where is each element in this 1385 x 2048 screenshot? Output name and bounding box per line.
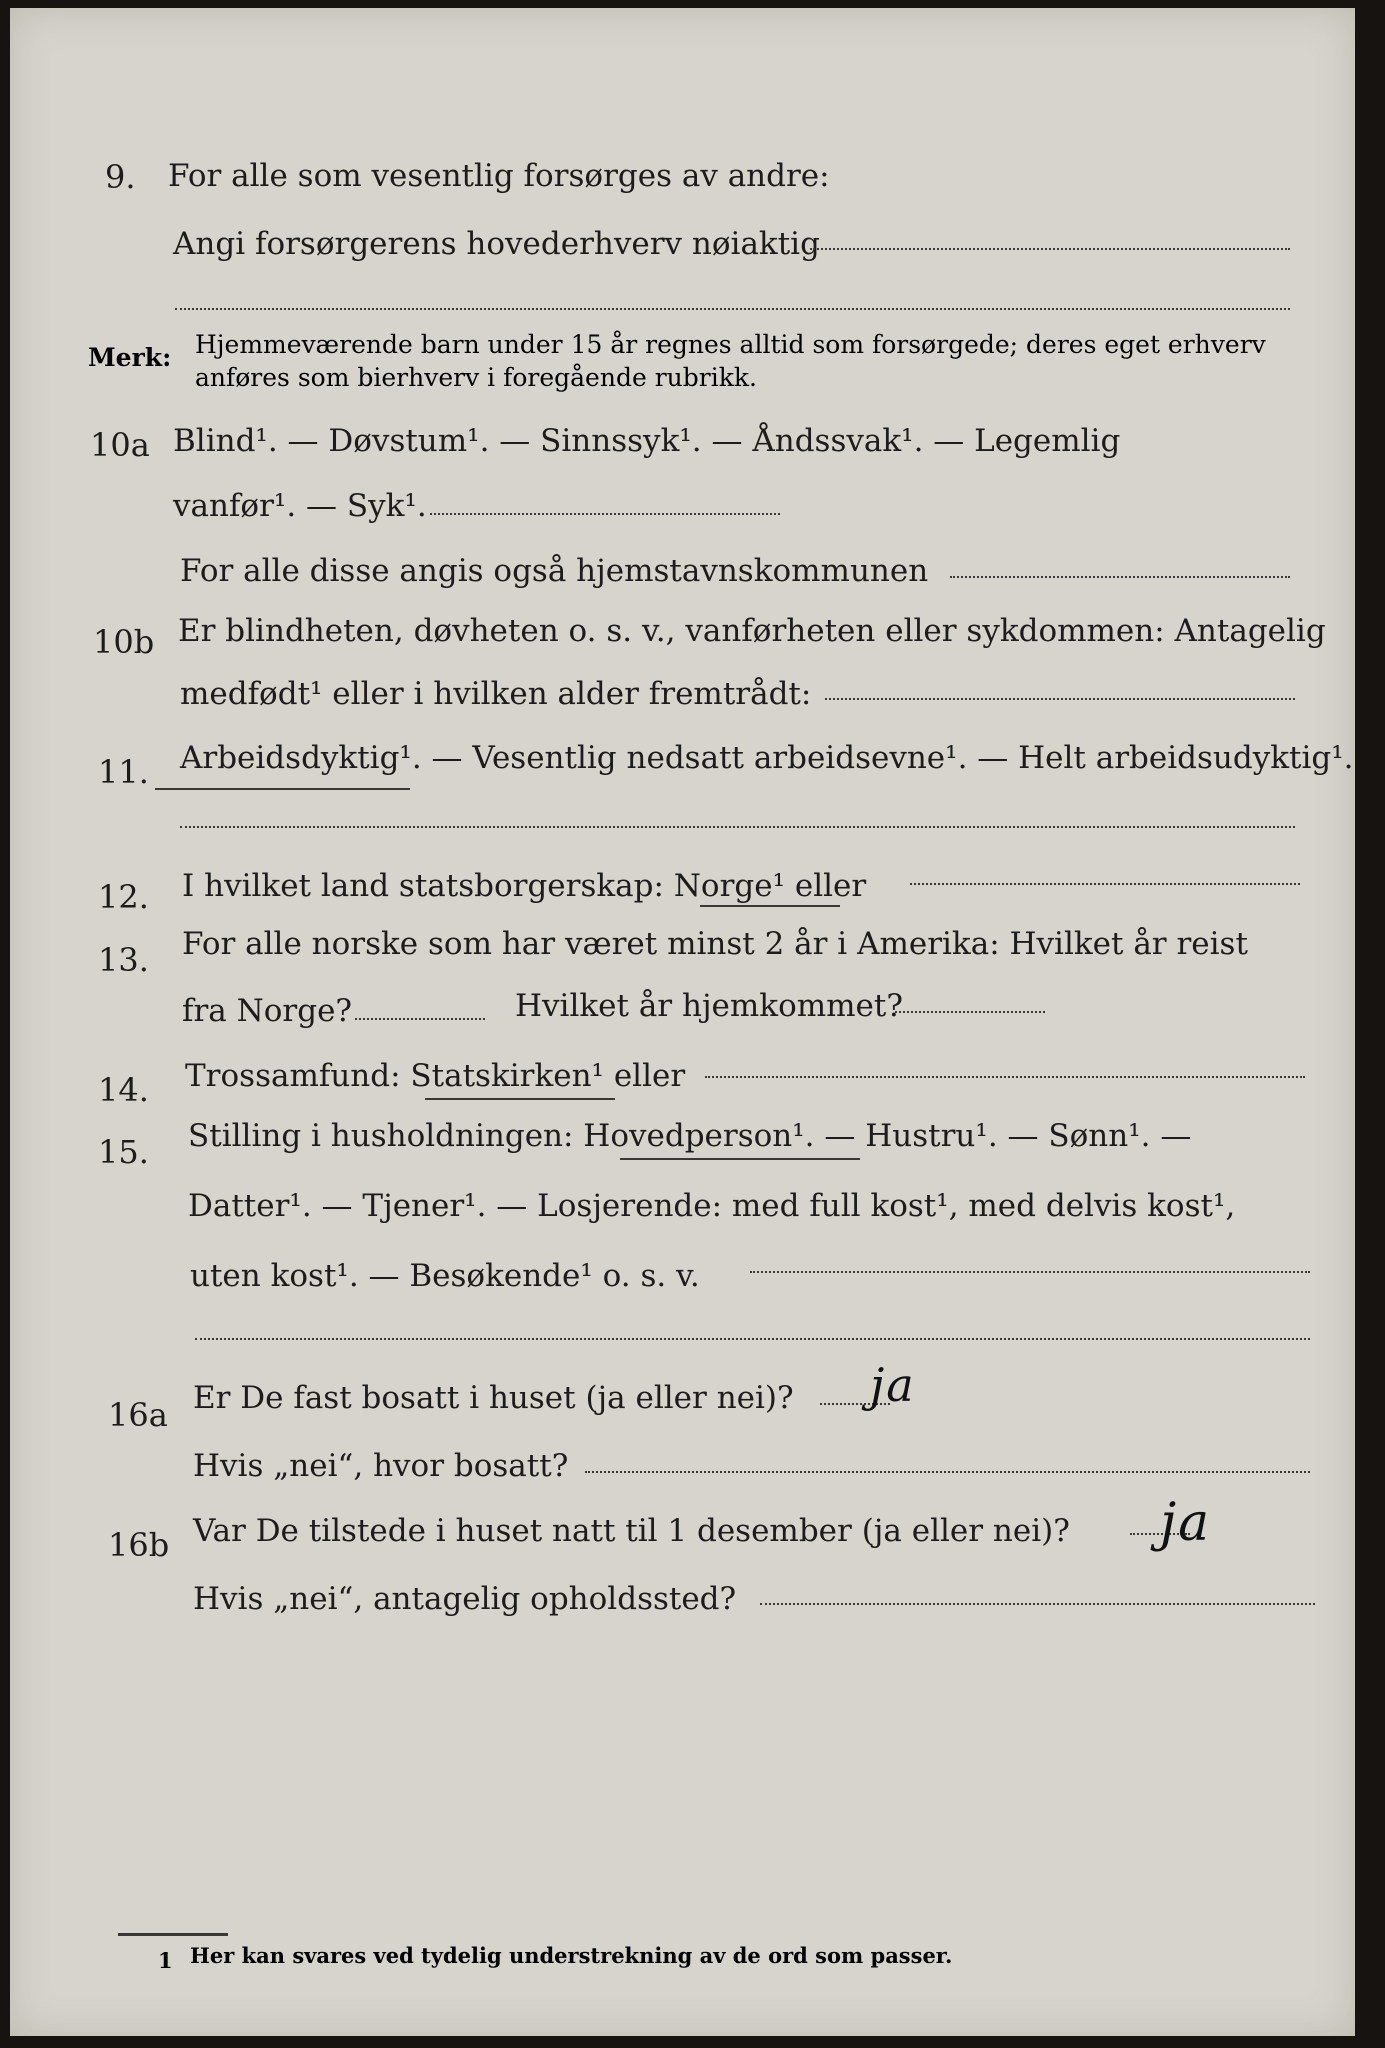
q11-answer-line[interactable] (180, 826, 1295, 828)
q16b-line1: Var De tilstede i huset natt til 1 desember (ja eller nei)? (193, 1513, 1070, 1549)
footnote-marker: 1 (158, 1948, 173, 1973)
q10a-hjemstavn-line[interactable] (950, 576, 1290, 578)
q16a-handwritten-answer: ja (870, 1358, 916, 1412)
q14-line1: Trossamfund: Statskirken¹ eller (185, 1058, 686, 1094)
q15-answer-line-2[interactable] (195, 1338, 1310, 1340)
q9-number: 9. (105, 158, 136, 196)
q16a-number: 16a (108, 1396, 168, 1434)
q16b-opholdssted-line[interactable] (760, 1603, 1315, 1605)
q15-number: 15. (98, 1133, 149, 1171)
q13-reist-line[interactable] (355, 1018, 485, 1020)
q16a-line2: Hvis „nei“, hvor bosatt? (193, 1448, 569, 1484)
q16b-handwritten-answer: ja (1160, 1493, 1212, 1553)
q10a-line1: Blind¹. — Døvstum¹. — Sinnssyk¹. — Åndssvak¹. — Legemlig (173, 423, 1121, 459)
q13-hjemkommet-line[interactable] (895, 1011, 1045, 1013)
q9-line1: For alle som vesentlig forsørges av andre: (168, 158, 830, 194)
q13-line2a: fra Norge? (182, 993, 353, 1029)
q11-line1: Arbeidsdyktig¹. — Vesentlig nedsatt arbeidsevne¹. — Helt arbeidsudyktig¹. (180, 740, 1354, 776)
q9-line2: Angi forsørgerens hovederhverv nøiaktig (173, 226, 820, 262)
q14-answer-line[interactable] (705, 1076, 1305, 1078)
q10a-answer-line[interactable] (430, 513, 780, 515)
q10b-answer-line[interactable] (825, 698, 1295, 700)
footnote-rule (118, 1933, 228, 1936)
q10a-number: 10a (90, 426, 150, 464)
footnote-text: Her kan svares ved tydelig understrekning av de ord som passer. (190, 1943, 953, 1968)
merk-label: Merk: (88, 343, 172, 372)
q13-line1: For alle norske som har været minst 2 år i Amerika: Hvilket år reist (182, 926, 1248, 962)
q14-underline-statskirken (425, 1098, 615, 1100)
q15-line2: Datter¹. — Tjener¹. — Losjerende: med full kost¹, med delvis kost¹, (188, 1188, 1236, 1224)
q11-underline-arbeidsdyktig (155, 788, 410, 790)
merk-line2: anføres som bierhverv i foregående rubrikk. (195, 363, 757, 392)
census-form-page (10, 8, 1355, 2036)
q10a-line2: vanfør¹. — Syk¹. (173, 488, 427, 524)
q12-underline-norge (700, 905, 840, 907)
q10b-number: 10b (93, 623, 155, 661)
q15-underline-hovedperson (620, 1158, 860, 1160)
q15-answer-line[interactable] (750, 1271, 1310, 1273)
q10b-line1: Er blindheten, døvheten o. s. v., vanførheten eller sykdommen: Antagelig (178, 613, 1326, 649)
q9-answer-line-2[interactable] (175, 308, 1290, 310)
q12-number: 12. (98, 878, 149, 916)
q16b-line2: Hvis „nei“, antagelig opholdssted? (193, 1581, 737, 1617)
q10a-line3: For alle disse angis også hjemstavnskommunen (180, 553, 929, 589)
q13-number: 13. (98, 941, 149, 979)
q16a-bosatt-line[interactable] (585, 1471, 1310, 1473)
q13-line2b: Hvilket år hjemkommet? (515, 988, 903, 1024)
q9-answer-line[interactable] (810, 248, 1290, 250)
q11-number: 11. (98, 753, 149, 791)
q15-line1: Stilling i husholdningen: Hovedperson¹. — Hustru¹. — Sønn¹. — (188, 1118, 1192, 1154)
q16b-number: 16b (108, 1526, 170, 1564)
q12-answer-line[interactable] (910, 883, 1300, 885)
q16a-line1: Er De fast bosatt i huset (ja eller nei)? (193, 1380, 794, 1416)
q10b-line2: medfødt¹ eller i hvilken alder fremtrådt: (180, 676, 812, 712)
q15-line3: uten kost¹. — Besøkende¹ o. s. v. (190, 1258, 700, 1294)
q12-line1: I hvilket land statsborgerskap: Norge¹ eller (182, 868, 867, 904)
merk-line1: Hjemmeværende barn under 15 år regnes alltid som forsørgede; deres eget erhverv (195, 330, 1266, 359)
q14-number: 14. (98, 1071, 149, 1109)
